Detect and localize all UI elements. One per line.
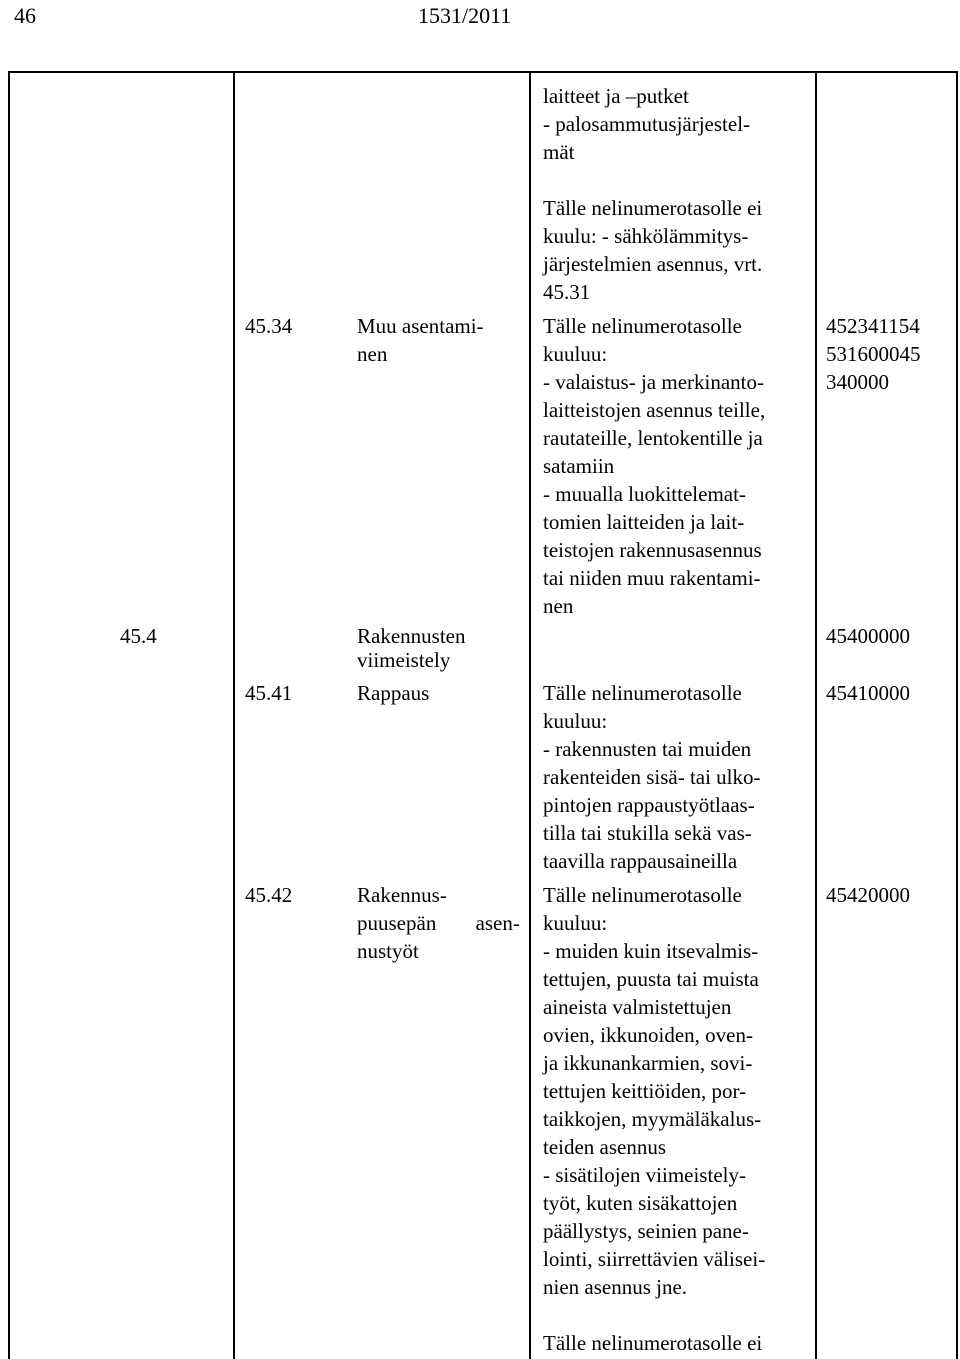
- text-line: nien asennus jne.: [543, 1275, 688, 1299]
- text-line: nustyöt: [357, 939, 419, 963]
- text-line: 452341154: [826, 314, 920, 338]
- bottom-note: Tälle nelinumerotasolle ei: [543, 1331, 763, 1355]
- excluded-note: [543, 194, 762, 306]
- text-line: ja ikkunankarmien, sovi-: [543, 1051, 753, 1075]
- text-line: - muualla luokittelemat-: [543, 482, 746, 506]
- text-line: 45.31: [543, 280, 591, 304]
- text-line: Muu asentami-: [357, 314, 484, 338]
- row-cpv-code: 45420000: [826, 883, 910, 907]
- row-description: [543, 881, 765, 1301]
- row-description: [543, 679, 761, 875]
- text-line: lointi, siirrettävien välisei-: [543, 1247, 766, 1271]
- text-line: tomien laitteiden ja lait-: [543, 510, 745, 534]
- row-code: 45.34: [245, 314, 293, 338]
- text-line: Tälle nelinumerotasolle: [543, 314, 742, 338]
- text-line: työt, kuten sisäkattojen: [543, 1191, 738, 1215]
- text-line: kuuluu:: [543, 342, 608, 366]
- text-line: Tälle nelinumerotasolle ei: [543, 196, 763, 220]
- text-line: - muiden kuin itsevalmis-: [543, 939, 759, 963]
- text-line: kuulu: - sähkölämmitys-: [543, 224, 749, 248]
- row-title: Rappaus: [357, 681, 430, 705]
- row-cpv-codes: [826, 312, 921, 396]
- row-code: 45.41: [245, 681, 293, 705]
- text-line: - rakennusten tai muiden: [543, 737, 752, 761]
- text-line: tilla tai stukilla sekä vas-: [543, 821, 752, 845]
- text-line: taikkojen, myymäläkalus-: [543, 1107, 762, 1131]
- text-line: tai niiden muu rakentami-: [543, 566, 761, 590]
- text-line: mät: [543, 140, 575, 164]
- row-code: 45.4: [120, 624, 157, 648]
- text-line: teiden asennus: [543, 1135, 667, 1159]
- text-line: viimeistely: [357, 648, 451, 672]
- text-line: - palosammutusjärjestel-: [543, 112, 751, 136]
- document-id: 1531/2011: [418, 3, 512, 28]
- text-line: päällystys, seinien pane-: [543, 1219, 749, 1243]
- text-line: teistojen rakennusasennus: [543, 538, 762, 562]
- text-line: rautateille, lentokentille ja: [543, 426, 763, 450]
- text-line: ovien, ikkunoiden, oven-: [543, 1023, 753, 1047]
- text-line: tettujen, puusta tai muista: [543, 967, 759, 991]
- text-line: Tälle nelinumerotasolle: [543, 883, 742, 907]
- text-line: tettujen keittiöiden, por-: [543, 1079, 747, 1103]
- text-line: 340000: [826, 370, 889, 394]
- text-line: aineista valmistettujen: [543, 995, 732, 1019]
- text-line: nen: [543, 594, 574, 618]
- text-line: satamiin: [543, 454, 615, 478]
- text-line: - valaistus- ja merkinanto-: [543, 370, 765, 394]
- text-line: Rakennus-: [357, 883, 447, 907]
- text-line: nen: [357, 342, 388, 366]
- text-line: puusepän asen-: [357, 911, 520, 935]
- row-title: [357, 312, 484, 368]
- text-line: kuuluu:: [543, 709, 608, 733]
- text-line: pintojen rappaustyötlaas-: [543, 793, 755, 817]
- text-line: Tälle nelinumerotasolle: [543, 681, 742, 705]
- row-description: [543, 312, 765, 620]
- text-line: Rakennusten: [357, 624, 466, 648]
- row-cpv-code: 45410000: [826, 681, 910, 705]
- text-line: järjestelmien asennus, vrt.: [543, 252, 763, 276]
- text-line: - sisätilojen viimeistely-: [543, 1163, 746, 1187]
- row-code: 45.42: [245, 883, 293, 907]
- row-cpv-code: 45400000: [826, 624, 910, 648]
- row-title: [357, 881, 520, 965]
- text-line: laitteistojen asennus teille,: [543, 398, 766, 422]
- text-line: 531600045: [826, 342, 921, 366]
- text-line: rakenteiden sisä- tai ulko-: [543, 765, 761, 789]
- page-number: 46: [14, 3, 36, 28]
- text-line: taavilla rappausaineilla: [543, 849, 738, 873]
- text-line: kuuluu:: [543, 911, 608, 935]
- text-line: laitteet ja –putket: [543, 84, 689, 108]
- row-title: [357, 622, 465, 674]
- top-cell-text: [543, 82, 750, 166]
